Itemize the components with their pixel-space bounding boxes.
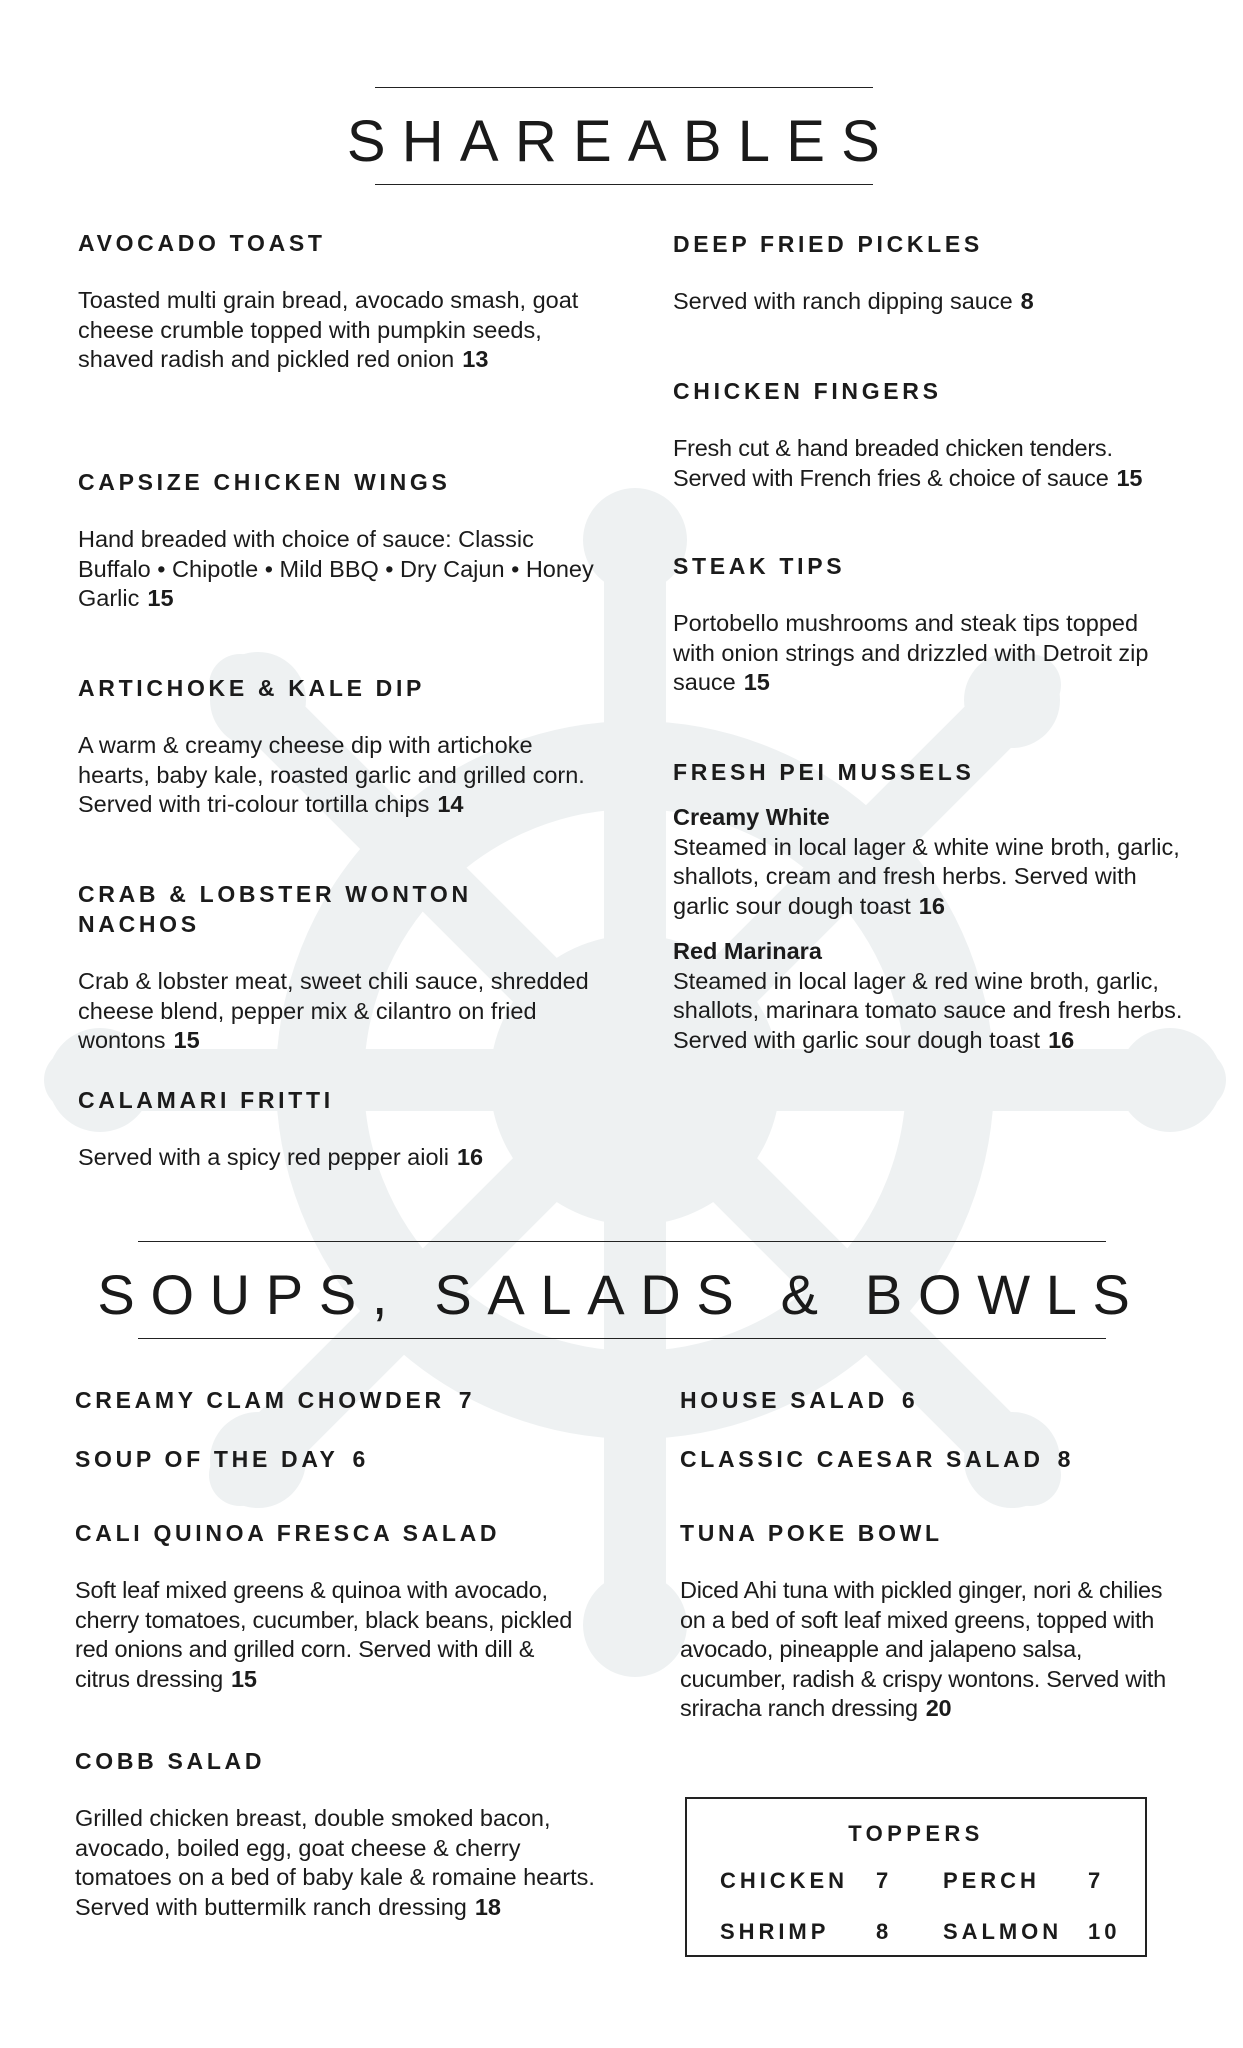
item-name: SOUP OF THE DAY: [75, 1446, 339, 1472]
menu-item-simple: [680, 1385, 1192, 1415]
item-price: 15: [173, 1027, 200, 1053]
item-price: 6: [352, 1446, 370, 1472]
item-description: Fresh cut & hand breaded chicken tenders. Served with French fries & choice of sauce 15: [673, 435, 1143, 491]
menu-item: [78, 467, 598, 673]
item-price: 13: [462, 346, 489, 372]
item-description: A warm & creamy cheese dip with artichoke hearts, baby kale, roasted garlic and grilled corn. Served with tri-colour tortilla chips 14: [78, 732, 585, 817]
item-price: 16: [918, 892, 945, 919]
item-price: 16: [456, 1144, 484, 1170]
item-description: Diced Ahi tuna with pickled ginger, nori & chilies on a bed of soft leaf mixed greens, topped with avocado, pineapple and jalapeno salsa, cucumber, radish & crispy wontons. Served with sriracha ranch dressing 20: [680, 1577, 1166, 1721]
item-description: Steamed in local lager & white wine broth, garlic, shallots, cream and fresh herbs. Served with garlic sour dough toast 16: [673, 833, 1180, 919]
item-price: 14: [437, 791, 464, 817]
item-price: 20: [925, 1695, 952, 1721]
shareables-left-column: [78, 228, 598, 1173]
soups-right-column: [680, 1385, 1192, 1724]
item-price: 15: [230, 1665, 257, 1692]
item-name: AVOCADO TOAST: [78, 230, 326, 256]
item-name: CREAMY CLAM CHOWDER: [75, 1387, 445, 1413]
soups-bottom-rule: [138, 1338, 1106, 1339]
menu-item: [75, 1518, 595, 1746]
topper-name: SALMON: [943, 1919, 1063, 1944]
soups-heading: SOUPS, SALADS & BOWLS: [97, 1263, 1146, 1326]
item-name: COBB SALAD: [75, 1748, 266, 1774]
menu-item-simple: [75, 1444, 595, 1474]
shareables-heading: SHAREABLES: [346, 109, 897, 174]
item-description: Hand breaded with choice of sauce: Classic Buffalo • Chipotle • Mild BBQ • Dry Cajun • Honey Garlic 15: [78, 526, 594, 611]
item-description: Served with ranch dipping sauce 8: [673, 288, 1034, 314]
item-description: Toasted multi grain bread, avocado smash, goat cheese crumble topped with pumpkin seeds, shaved radish and pickled red onion 13: [78, 287, 579, 372]
item-name: CHICKEN FINGERS: [673, 378, 942, 404]
shareables-top-rule: [375, 87, 873, 88]
mussels-option-name: Creamy White: [673, 804, 830, 830]
menu-item: [78, 1085, 598, 1173]
item-price: 7: [458, 1387, 476, 1413]
item-price: 15: [743, 669, 770, 695]
item-price: 15: [147, 585, 174, 611]
item-name: CRAB & LOBSTER WONTON NACHOS: [78, 881, 472, 937]
item-name: STEAK TIPS: [673, 553, 846, 579]
toppers-title: TOPPERS: [848, 1821, 984, 1846]
shareables-bottom-rule: [375, 184, 873, 185]
topper-name: SHRIMP: [720, 1919, 830, 1944]
topper-name: CHICKEN: [720, 1868, 848, 1893]
item-name: CALAMARI FRITTI: [78, 1087, 334, 1113]
item-price: 15: [1116, 464, 1143, 491]
menu-item-mussels: [673, 757, 1183, 1055]
menu-item: [673, 551, 1183, 757]
item-price: 8: [1020, 288, 1034, 314]
item-description: Served with a spicy red pepper aioli 16: [78, 1144, 484, 1170]
item-description: Grilled chicken breast, double smoked bacon, avocado, boiled egg, goat cheese & cherry tomatoes on a bed of baby kale & romaine hearts. Served with buttermilk ranch dressing 18: [75, 1805, 595, 1920]
item-description: Soft leaf mixed greens & quinoa with avocado, cherry tomatoes, cucumber, black beans, pickled red onions and grilled corn. Served with dill & citrus dressing 15: [75, 1577, 573, 1692]
item-name: TUNA POKE BOWL: [680, 1520, 943, 1546]
item-price: 18: [474, 1893, 501, 1920]
topper-price: 7: [876, 1868, 893, 1893]
item-price: 8: [1057, 1446, 1075, 1472]
menu-item: [673, 229, 1183, 376]
item-name: ARTICHOKE & KALE DIP: [78, 675, 426, 701]
item-description: Portobello mushrooms and steak tips topped with onion strings and drizzled with Detroit zip sauce 15: [673, 610, 1149, 695]
mussels-option-name: Red Marinara: [673, 938, 822, 964]
soups-top-rule: [138, 1241, 1106, 1242]
menu-item-simple: [680, 1444, 1192, 1474]
menu-item: [78, 673, 598, 879]
item-name: FRESH PEI MUSSELS: [673, 759, 975, 785]
item-price: 6: [901, 1387, 919, 1413]
item-name: CLASSIC CAESAR SALAD: [680, 1446, 1044, 1472]
topper-price: 7: [1088, 1868, 1105, 1893]
item-name: CAPSIZE CHICKEN WINGS: [78, 469, 451, 495]
item-description: Crab & lobster meat, sweet chili sauce, shredded cheese blend, pepper mix & cilantro on fried wontons 15: [78, 968, 589, 1053]
item-name: HOUSE SALAD: [680, 1387, 888, 1413]
menu-item: [78, 228, 598, 467]
menu-item: [680, 1518, 1192, 1724]
item-name: CALI QUINOA FRESCA SALAD: [75, 1520, 501, 1546]
soups-left-column: [75, 1385, 595, 1922]
toppers-box: [685, 1797, 1147, 1957]
item-description: Steamed in local lager & red wine broth, garlic, shallots, marinara tomato sauce and fresh herbs. Served with garlic sour dough toast 16: [673, 967, 1183, 1053]
menu-item: [75, 1746, 595, 1922]
item-price: 16: [1048, 1026, 1075, 1053]
item-name: DEEP FRIED PICKLES: [673, 231, 983, 257]
topper-price: 8: [876, 1919, 893, 1944]
shareables-right-column: [673, 229, 1183, 1055]
topper-price: 10: [1088, 1919, 1121, 1944]
topper-name: PERCH: [943, 1868, 1040, 1893]
menu-item-simple: [75, 1385, 595, 1415]
menu-item: [673, 376, 1183, 551]
menu-item: [78, 879, 598, 1085]
